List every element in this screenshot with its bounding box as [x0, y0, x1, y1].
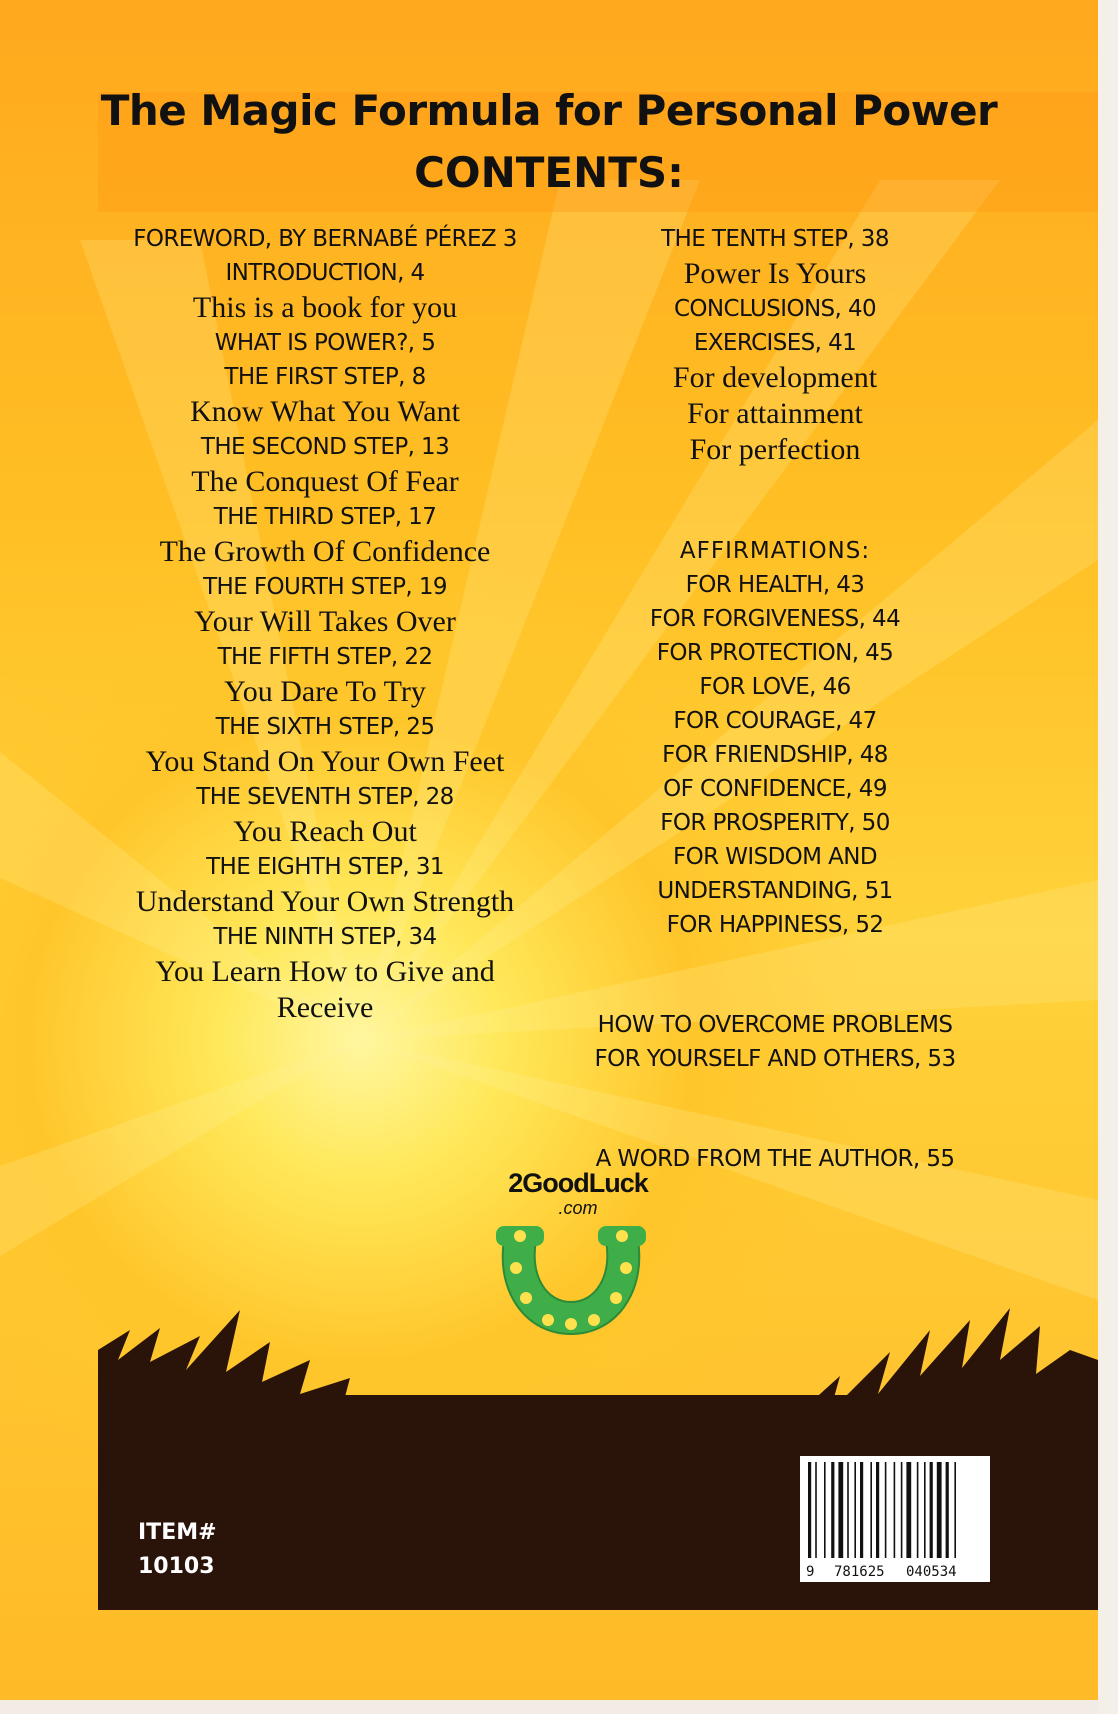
toc-subtitle: This is a book for you [192, 291, 458, 324]
barcode-bars [806, 1462, 984, 1558]
toc-entry: A WORD FROM THE AUTHOR, 55 [595, 1146, 955, 1172]
toc-entry: THE NINTH STEP, 34 [213, 924, 437, 950]
toc-entry: HOW TO OVERCOME PROBLEMS [597, 1012, 953, 1038]
toc-entry: INTRODUCTION, 4 [225, 260, 425, 286]
toc-entry: THE FIFTH STEP, 22 [217, 644, 433, 670]
toc-subtitle: Receive [276, 991, 374, 1024]
toc-subtitle: The Conquest Of Fear [191, 465, 459, 498]
page-edge [1098, 0, 1118, 1714]
toc-subtitle: You Reach Out [233, 815, 417, 848]
barcode-bar [937, 1462, 942, 1558]
barcode-bar [894, 1462, 896, 1558]
toc-entry: THE TENTH STEP, 38 [661, 226, 889, 252]
barcode-bar [901, 1462, 903, 1558]
toc-entry: AFFIRMATIONS: [679, 538, 871, 564]
isbn-barcode [800, 1456, 990, 1582]
toc-subtitle: Your Will Takes Over [194, 605, 456, 638]
toc-entry: WHAT IS POWER?, 5 [214, 330, 436, 356]
barcode-bar [946, 1462, 949, 1558]
toc-subtitle: For development [672, 361, 878, 394]
barcode-bar [860, 1462, 863, 1558]
toc-subtitle: You Stand On Your Own Feet [145, 745, 505, 778]
toc-entry: THE SECOND STEP, 13 [200, 434, 450, 460]
toc-entry: THE FOURTH STEP, 19 [203, 574, 447, 600]
barcode-bar [847, 1462, 849, 1558]
toc-entry: FOR FRIENDSHIP, 48 [662, 742, 888, 768]
toc-entry: FOR LOVE, 46 [699, 674, 851, 700]
barcode-bar [954, 1462, 956, 1558]
barcode-digit-lead: 9 [806, 1564, 815, 1580]
toc-entry: OF CONFIDENCE, 49 [663, 776, 887, 802]
item-value: 10103 [138, 1554, 215, 1579]
barcode-bar [831, 1462, 834, 1558]
barcode-digits-left: 781625 [834, 1564, 885, 1580]
logo-suffix: .com [558, 1198, 598, 1218]
barcode-bar [824, 1462, 826, 1558]
barcode-bar [808, 1462, 811, 1558]
toc-entry: CONCLUSIONS, 40 [673, 296, 877, 322]
toc-entry: FOR WISDOM AND [673, 844, 877, 870]
toc-subtitle: Power Is Yours [683, 257, 867, 290]
toc-entry: THE THIRD STEP, 17 [213, 504, 437, 530]
item-number [138, 1516, 217, 1584]
toc-left-column [98, 222, 552, 1026]
item-label: ITEM# [138, 1520, 217, 1545]
toc-entry: UNDERSTANDING, 51 [657, 878, 893, 904]
toc-entry: THE SIXTH STEP, 25 [215, 714, 435, 740]
barcode-bar [906, 1462, 911, 1558]
toc-subtitle: For attainment [687, 397, 863, 430]
toc-subtitle: You Learn How to Give and [155, 955, 495, 988]
toc-spacer [555, 1092, 995, 1126]
toc-entry: FOR PROSPERITY, 50 [660, 810, 890, 836]
contents-heading: CONTENTS: [414, 148, 684, 197]
toc-entry: EXERCISES, 41 [693, 330, 857, 356]
toc-entry: FOR FORGIVENESS, 44 [649, 606, 901, 632]
toc-spacer [555, 958, 995, 992]
logo-brand: 2GoodLuck [508, 1168, 648, 1198]
barcode-bar [838, 1462, 843, 1558]
toc-entry: THE FIRST STEP, 8 [224, 364, 426, 390]
barcode-bar [930, 1462, 933, 1558]
toc-subtitle: Know What You Want [190, 395, 460, 428]
toc-entry: FOR PROTECTION, 45 [656, 640, 894, 666]
toc-subtitle: You Dare To Try [224, 675, 426, 708]
toc-right-column [555, 222, 995, 1176]
toc-subtitle: Understand Your Own Strength [135, 885, 515, 918]
toc-entry: THE SEVENTH STEP, 28 [196, 784, 454, 810]
book-title: The Magic Formula for Personal Power [100, 86, 998, 135]
toc-entry: FOR COURAGE, 47 [673, 708, 877, 734]
barcode-bar [870, 1462, 872, 1558]
barcode-bar [924, 1462, 926, 1558]
barcode-bar [854, 1462, 856, 1558]
toc-subtitle: For perfection [689, 433, 861, 466]
toc-entry: FOR YOURSELF AND OTHERS, 53 [594, 1046, 956, 1072]
barcode-bar [815, 1462, 817, 1558]
toc-entry: FOR HAPPINESS, 52 [666, 912, 884, 938]
toc-entry: FOR HEALTH, 43 [685, 572, 865, 598]
barcode-digits-right: 040534 [906, 1564, 957, 1580]
barcode-bar [885, 1462, 887, 1558]
toc-spacer [555, 484, 995, 518]
toc-entry: FOREWORD, BY BERNABÉ PÉREZ 3 [133, 226, 517, 252]
barcode-bar [917, 1462, 919, 1558]
barcode-bar [876, 1462, 879, 1558]
toc-entry: THE EIGHTH STEP, 31 [206, 854, 444, 880]
toc-subtitle: The Growth Of Confidence [159, 535, 491, 568]
